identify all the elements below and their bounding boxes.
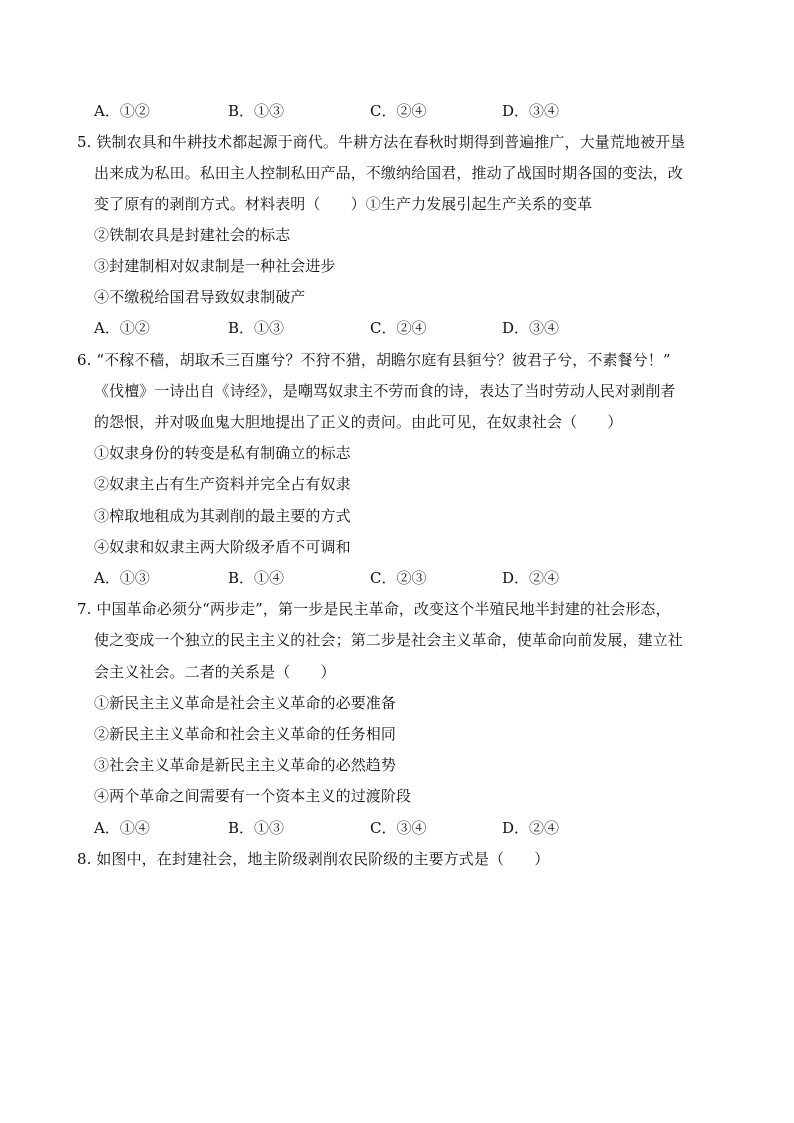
q7-stem-line-2: 使之变成一个独立的民主主义的社会；第二步是社会主义革命，使革命向前发展，建立社: [94, 631, 683, 649]
q5-option-a[interactable]: A．①②: [94, 319, 150, 337]
q6-option-b[interactable]: B．①④: [228, 569, 285, 587]
q7-option-c[interactable]: C．③④: [370, 819, 427, 837]
q6-option-a[interactable]: A．①③: [94, 569, 150, 587]
q5-stem-line-2: 出来成为私田。私田主人控制私田产品，不缴纳给国君，推动了战国时期各国的变法，改: [94, 164, 683, 182]
q7-item-4: ④两个革命之间需要有一个资本主义的过渡阶段: [94, 787, 412, 805]
q4-option-d[interactable]: D．③④: [502, 102, 560, 120]
q6-option-d[interactable]: D．②④: [502, 569, 560, 587]
q5-item-3: ③封建制相对奴隶制是一种社会进步: [94, 257, 336, 275]
q6-item-2: ②奴隶主占有生产资料并完全占有奴隶: [94, 475, 351, 493]
q6-item-3: ③榨取地租成为其剥削的最主要的方式: [94, 507, 351, 525]
q8-stem-line-1: 8. 如图中，在封建社会，地主阶级剥削农民阶级的主要方式是（ ）: [77, 850, 550, 868]
q6-item-4: ④奴隶和奴隶主两大阶级矛盾不可调和: [94, 538, 351, 556]
q4-options: [94, 101, 734, 121]
q6-item-1: ①奴隶身份的转变是私有制确立的标志: [94, 444, 351, 462]
q5-item-2: ②铁制农具是封建社会的标志: [94, 226, 291, 244]
q7-item-3: ③社会主义革命是新民主主义革命的必然趋势: [94, 756, 397, 774]
q6-stem-line-3: 的怨恨，并对吸血鬼大胆地提出了正义的责问。由此可见，在奴隶社会（ ）: [94, 413, 623, 431]
q7-option-d[interactable]: D．②④: [502, 819, 560, 837]
q7-option-b[interactable]: B．①③: [228, 819, 285, 837]
q6-stem-line-2: 《伐檀》一诗出自《诗经》，是嘲骂奴隶主不劳而食的诗，表达了当时劳动人民对剥削者: [94, 382, 676, 400]
q5-stem-line-3: 变了原有的剥削方式。材料表明（ ）①生产力发展引起生产关系的变革: [94, 195, 593, 213]
q7-item-1: ①新民主主义革命是社会主义革命的必要准备: [94, 694, 397, 712]
q5-option-c[interactable]: C．②④: [370, 319, 427, 337]
q5-stem-line-1: 5. 铁制农具和牛耕技术都起源于商代。牛耕方法在春秋时期得到普遍推广，大量荒地被开垦: [77, 133, 686, 151]
q6-option-c[interactable]: C．②③: [370, 569, 427, 587]
q7-stem-line-3: 会主义社会。二者的关系是（ ）: [94, 663, 336, 681]
q5-option-b[interactable]: B．①③: [228, 319, 285, 337]
q6-options: [94, 568, 734, 588]
q6-stem-line-1: 6. “不稼不穑，胡取禾三百廛兮？不狩不猎，胡瞻尔庭有县貆兮？彼君子兮，不素餐兮！”: [77, 351, 671, 369]
q4-option-c[interactable]: C．②④: [370, 102, 427, 120]
q5-item-4: ④不缴税给国君导致奴隶制破产: [94, 288, 306, 306]
q7-options: [94, 818, 734, 838]
q5-options: [94, 318, 734, 338]
q7-stem-line-1: 7. 中国革命必须分“两步走”，第一步是民主革命，改变这个半殖民地半封建的社会形态，: [77, 600, 671, 618]
q4-option-b[interactable]: B．①③: [228, 102, 285, 120]
q4-option-a[interactable]: A．①②: [94, 102, 150, 120]
q7-option-a[interactable]: A．①④: [94, 819, 150, 837]
q5-option-d[interactable]: D．③④: [502, 319, 560, 337]
q7-item-2: ②新民主主义革命和社会主义革命的任务相同: [94, 725, 397, 743]
